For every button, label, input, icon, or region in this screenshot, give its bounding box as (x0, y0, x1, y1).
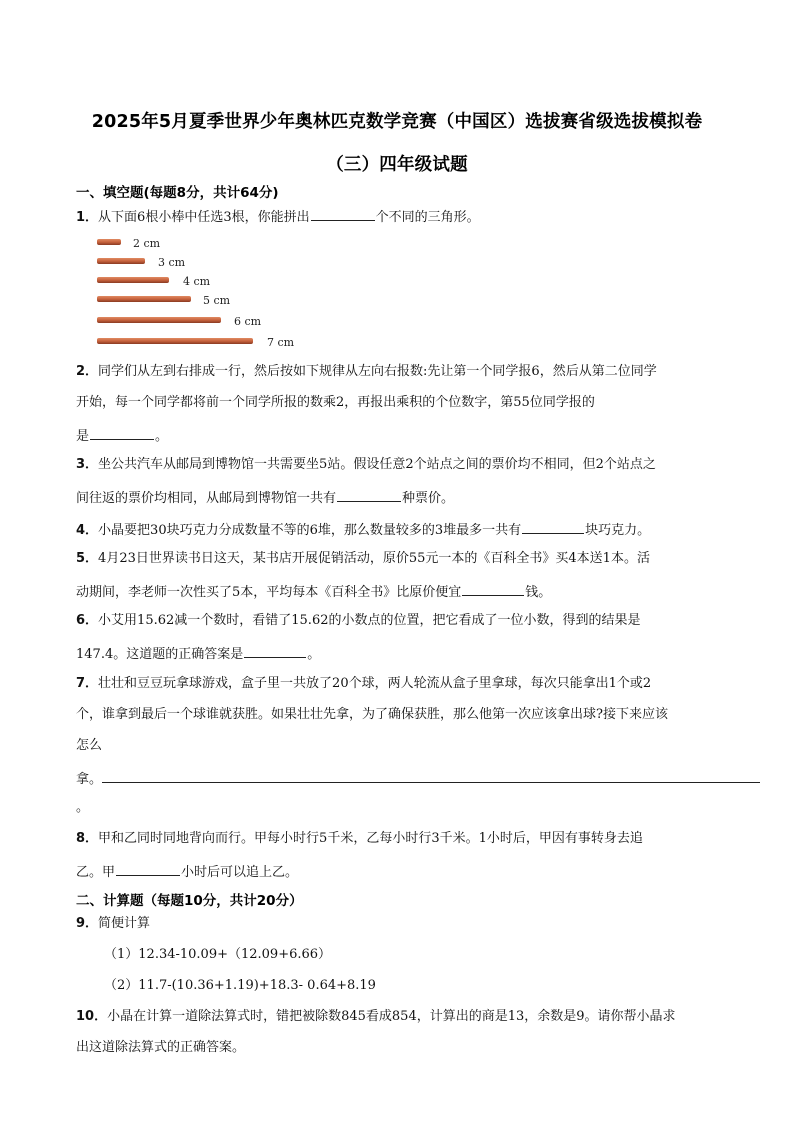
paper-title-line1: 2025年5月夏季世界少年奥林匹克数学竞赛（中国区）选拔赛省级选拔模拟卷 (91, 112, 703, 132)
stick-4cm (97, 275, 211, 288)
question-number: 9． (76, 916, 99, 931)
stick-3cm (97, 256, 186, 269)
sticks-figure (95, 234, 315, 350)
question-number: 5． (76, 551, 99, 566)
question-9-part1: （1）12.34-10.09+（12.09+6.66） (104, 947, 332, 962)
svg-text:5 cm: 5 cm (203, 294, 231, 307)
question-7-line5: 。 (76, 800, 90, 815)
answer-blank[interactable] (311, 207, 375, 221)
answer-blank-long[interactable] (102, 769, 760, 783)
question-number: 6． (76, 613, 99, 628)
stick-5cm (97, 294, 231, 307)
question-7: 7．壮壮和豆豆玩拿球游戏，盒子里一共放了20个球，两人轮流从盒子里拿球，每次只能拿出1个或2 (76, 676, 652, 691)
question-3-line2: 间往返的票价均相同，从邮局到博物馆一共有 种票价。 (76, 488, 454, 507)
stick-2cm (97, 237, 161, 250)
question-8: 8．甲和乙同时同地背向而行。甲每小时行5千米，乙每小时行3千米。1小时后，甲因有事转身去追 (76, 831, 643, 846)
question-7-line2: 个，谁拿到最后一个球谁就获胜。如果壮壮先拿，为了确保获胜，那么他第一次应该拿出球?接下来应该 (76, 707, 668, 722)
question-number: 3． (76, 457, 99, 472)
question-7-line4: 拿。 (76, 769, 760, 788)
section-fill-in: 一、填空题(每题8分，共计64分) (76, 185, 279, 201)
question-1: 1．从下面6根小棒中任选3根，你能拼出 个不同的三角形。 (76, 207, 480, 226)
section-calculation: 二、计算题（每题10分，共计20分） (76, 893, 303, 909)
svg-text:3 cm: 3 cm (158, 256, 186, 269)
stick-6cm (97, 315, 262, 328)
svg-text:7 cm: 7 cm (267, 336, 295, 349)
answer-blank[interactable] (337, 488, 401, 502)
question-2-line2: 开始，每一个同学都将前一个同学所报的数乘2，再报出乘积的个位数字，第55位同学报的 (76, 395, 595, 410)
question-5-line2: 动期间，李老师一次性买了5本，平均每本《百科全书》比原价便宜 钱。 (76, 582, 551, 601)
question-9: 9．简便计算 (76, 916, 151, 931)
svg-text:4 cm: 4 cm (183, 275, 211, 288)
question-number: 4． (76, 523, 99, 538)
question-10: 10．小晶在计算一道除法算式时，错把被除数845看成854，计算出的商是13，余数是9。请你帮小晶求 (76, 1009, 676, 1024)
question-2: 2．同学们从左到右排成一行，然后按如下规律从左向右报数:先让第一个同学报6，然后从第二位同学 (76, 364, 657, 379)
answer-blank[interactable] (244, 644, 306, 658)
question-3: 3．坐公共汽车从邮局到博物馆一共需要坐5站。假设任意2个站点之间的票价均不相同，但2个站点之 (76, 457, 656, 472)
question-number: 8． (76, 831, 99, 846)
answer-blank[interactable] (116, 862, 180, 876)
question-8-line2: 乙。甲 小时后可以追上乙。 (76, 862, 298, 881)
question-2-line3: 是 。 (76, 426, 168, 445)
question-7-line3: 怎么 (76, 738, 103, 753)
answer-blank[interactable] (522, 520, 584, 534)
question-10-line2: 出这道除法算式的正确答案。 (76, 1040, 246, 1055)
question-number: 2． (76, 364, 99, 379)
question-6-line2: 147.4。这道题的正确答案是 。 (76, 644, 320, 663)
question-5: 5．4月23日世界读书日这天，某书店开展促销活动，原价55元一本的《百科全书》买4本送1本。活 (76, 551, 650, 566)
paper-title-line2: （三）四年级试题 (326, 155, 468, 175)
answer-blank[interactable] (462, 582, 524, 596)
question-number: 7． (76, 676, 99, 691)
svg-text:6 cm: 6 cm (234, 315, 262, 328)
question-number: 10． (76, 1009, 108, 1024)
question-number: 1． (76, 210, 99, 225)
answer-blank[interactable] (90, 426, 154, 440)
stick-7cm (97, 336, 295, 349)
question-9-part2: （2）11.7-(10.36+1.19)+18.3- 0.64+8.19 (104, 978, 376, 993)
question-6: 6．小艾用15.62减一个数时，看错了15.62的小数点的位置，把它看成了一位小数，得到的结果是 (76, 613, 641, 628)
svg-text:2 cm: 2 cm (133, 237, 161, 250)
question-4: 4．小晶要把30块巧克力分成数量不等的6堆，那么数量较多的3堆最多一共有 块巧克力。 (76, 520, 650, 539)
